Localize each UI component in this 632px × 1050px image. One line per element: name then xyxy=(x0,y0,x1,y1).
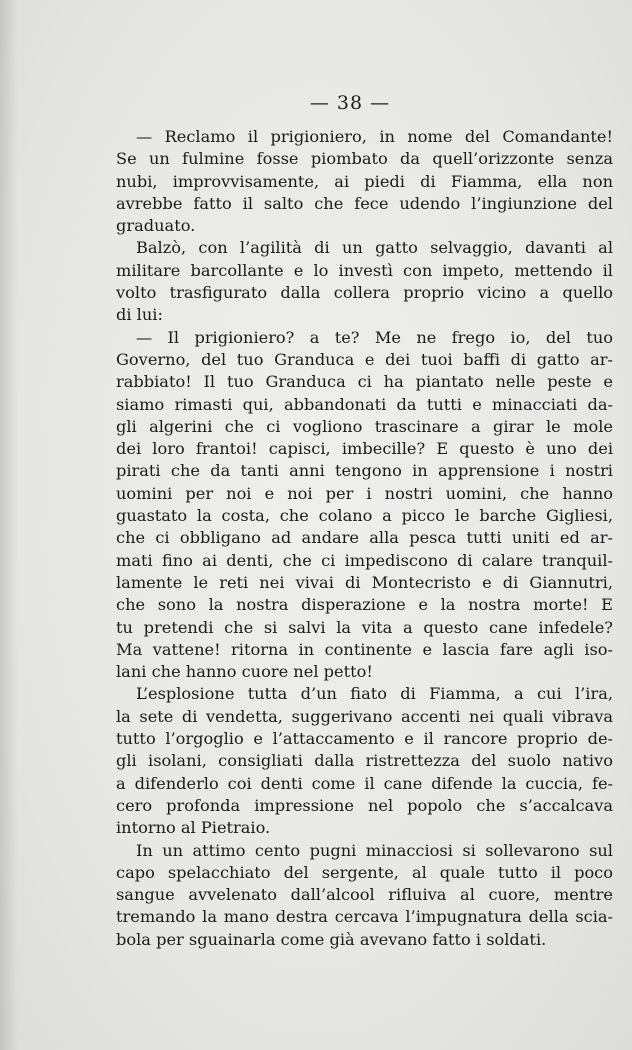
text-line: Governo, del tuo Granduca e dei tuoi baffi di gatto ar- xyxy=(116,349,613,369)
text-line: lamente le reti nei vivai di Montecristo e di Giannutri, xyxy=(116,572,613,592)
text-line: Se un fulmine fosse piombato da quell’orizzonte senza xyxy=(116,149,613,169)
text-line: tremando la mano destra cercava l’impugnatura della scia- xyxy=(116,907,613,927)
text-line: uomini per noi e noi per i nostri uomini, che hanno xyxy=(116,483,613,503)
text-line: tu pretendi che si salvi la vita a questo cane infedele? xyxy=(116,617,613,637)
text-line: a difenderlo coi denti come il cane difende la cuccia, fe- xyxy=(116,773,613,793)
text-line: nubi, improvvisamente, ai piedi di Fiamma, ella non xyxy=(116,171,613,191)
text-line: che ci obbligano ad andare alla pesca tutti uniti ed ar- xyxy=(116,528,613,548)
page-number: — 38 — xyxy=(309,92,391,114)
text-line: che sono la nostra disperazione e la nostra morte! E xyxy=(116,595,613,615)
text-line: volto trasfigurato dalla collera proprio vicino a quello xyxy=(116,283,613,303)
text-line: dei loro frantoi! capisci, imbecille? E questo è uno dei xyxy=(116,439,613,459)
text-line: lani che hanno cuore nel petto! xyxy=(116,662,373,682)
text-line: intorno al Pietraio. xyxy=(116,818,271,838)
text-line: gli algerini che ci vogliono trascinare a girar le mole xyxy=(116,416,613,436)
text-line: la sete di vendetta, suggerivano accenti nei quali vibrava xyxy=(116,706,613,726)
text-line: sangue avvelenato dall’alcool rifluiva al cuore, mentre xyxy=(116,885,613,905)
text-line: Ma vattene! ritorna in continente e lascia fare agli iso- xyxy=(116,639,613,659)
page-text xyxy=(116,126,613,951)
text-line: mati fino ai denti, che ci impediscono di calare tranquil- xyxy=(116,550,613,570)
text-line: — Il prigioniero? a te? Me ne frego io, del tuo xyxy=(136,327,613,347)
text-line: L’esplosione tutta d’un fiato di Fiamma, a cui l’ira, xyxy=(136,684,613,704)
text-line: Balzò, con l’agilità di un gatto selvaggio, davanti al xyxy=(136,238,613,258)
text-line: tutto l’orgoglio e l’attaccamento e il rancore proprio de- xyxy=(116,729,613,749)
text-line: — Reclamo il prigioniero, in nome del Comandante! xyxy=(136,127,613,146)
text-line: In un attimo cento pugni minacciosi si sollevarono sul xyxy=(136,840,613,860)
text-line: avrebbe fatto il salto che fece udendo l’ingiunzione del xyxy=(116,193,613,213)
text-line: capo spelacchiato del sergente, al quale tutto il poco xyxy=(116,862,613,882)
text-line: gli isolani, consigliati dalla ristrettezza del suolo nativo xyxy=(116,751,613,771)
text-line: militare barcollante e lo investì con impeto, mettendo il xyxy=(116,260,613,280)
text-line: pirati che da tanti anni tengono in apprensione i nostri xyxy=(116,461,613,481)
text-line: guastato la costa, che colano a picco le barche Gigliesi, xyxy=(116,506,613,526)
page-edge-shadow xyxy=(0,0,18,1050)
text-line: siamo rimasti qui, abbandonati da tutti e minacciati da- xyxy=(116,394,613,414)
text-line: graduato. xyxy=(116,216,196,236)
text-line: bola per sguainarla come già avevano fatto i soldati. xyxy=(116,929,547,949)
text-line: rabbiato! Il tuo Granduca ci ha piantato nelle peste e xyxy=(116,372,613,392)
text-line: cero profonda impressione nel popolo che s’accalcava xyxy=(116,795,613,815)
text-line: di lui: xyxy=(116,305,163,325)
